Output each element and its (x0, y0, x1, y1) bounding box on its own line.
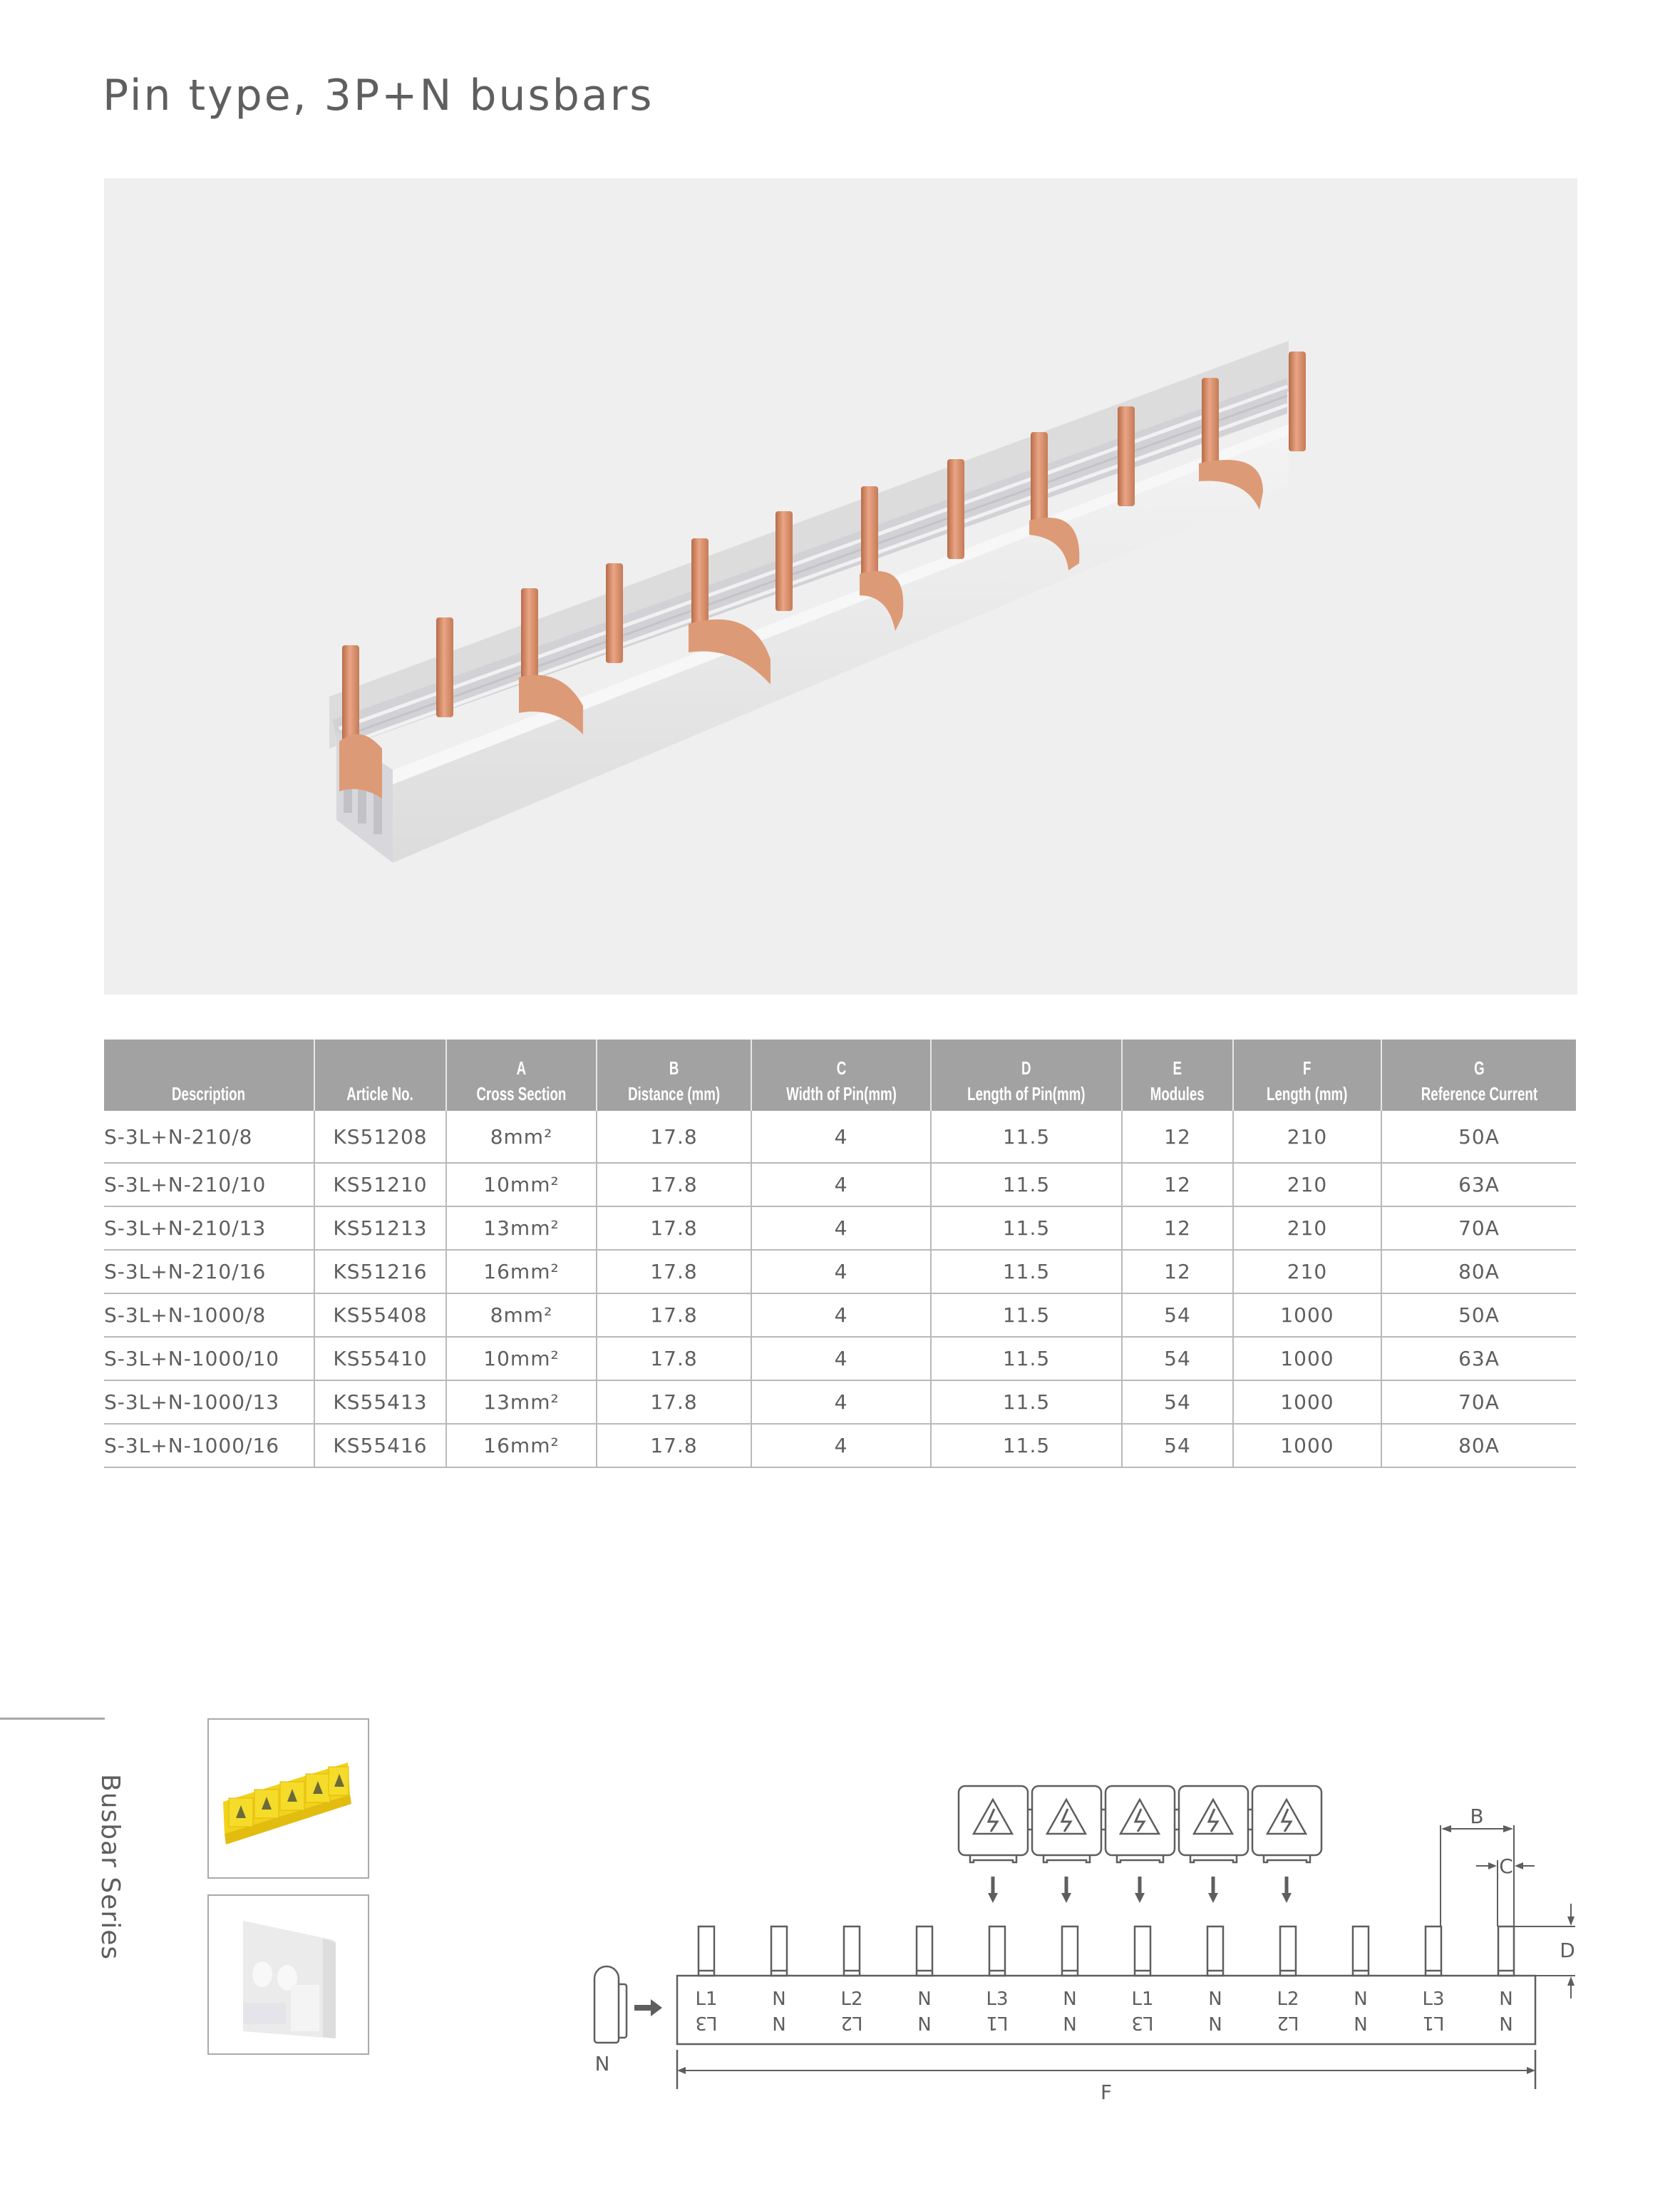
pin-top-label: N (1208, 1989, 1222, 2010)
cell-width-of-pin: 4 (751, 1424, 931, 1467)
page-title: Pin type, 3P+N busbars (103, 71, 654, 120)
cell-cross-section: 13mm² (446, 1206, 597, 1250)
pin-bottom-label: L1 (986, 2012, 1009, 2033)
pin-top-label: L2 (1277, 1989, 1299, 2010)
cell-cross-section: 10mm² (446, 1163, 597, 1206)
pin-bottom-label: N (1208, 2012, 1222, 2033)
product-photo (104, 178, 1577, 995)
pin (699, 1926, 714, 1976)
cell-article-no: KS55408 (314, 1293, 446, 1337)
cell-length-of-pin: 11.5 (931, 1424, 1122, 1467)
end-cap-shape (594, 1966, 619, 2043)
insert-arrow-icon (634, 1999, 662, 2016)
cell-width-of-pin: 4 (751, 1111, 931, 1163)
cell-modules: 54 (1122, 1293, 1233, 1337)
down-arrow-icon (1282, 1877, 1292, 1903)
end-cap-label: N (594, 2052, 610, 2075)
cell-length: 1000 (1233, 1337, 1381, 1380)
pin-bottom-label: L3 (1131, 2012, 1154, 2033)
table-row (104, 1380, 1576, 1424)
pin-labels (695, 1989, 1512, 2033)
cell-modules: 12 (1122, 1111, 1233, 1163)
table-row (104, 1337, 1576, 1380)
busbar-pins (699, 1926, 1514, 1976)
series-label: Busbar Series (96, 1774, 125, 1961)
cell-description: S-3L+N-210/8 (104, 1111, 314, 1163)
cell-modules: 12 (1122, 1206, 1233, 1250)
cell-distance: 17.8 (597, 1337, 751, 1380)
cell-length-of-pin: 11.5 (931, 1206, 1122, 1250)
cell-width-of-pin: 4 (751, 1250, 931, 1293)
cell-width-of-pin: 4 (751, 1337, 931, 1380)
pin-bottom-label: L1 (1422, 2012, 1445, 2033)
down-arrow-icon (1135, 1877, 1145, 1903)
cell-length: 1000 (1233, 1380, 1381, 1424)
dimension-d-label: D (1560, 1939, 1575, 1962)
cell-length: 210 (1233, 1206, 1381, 1250)
col-header-length-of-pin: D Length of Pin(mm) (931, 1040, 1122, 1111)
pin-top-label: N (917, 1989, 932, 2010)
down-arrows (988, 1877, 1292, 1903)
cell-width-of-pin: 4 (751, 1380, 931, 1424)
warning-cap (1028, 1786, 1101, 1862)
down-arrow-icon (1208, 1877, 1218, 1903)
pin-top-label: L1 (695, 1989, 718, 2010)
table-row (104, 1206, 1576, 1250)
cell-length: 1000 (1233, 1293, 1381, 1337)
pin (989, 1926, 1005, 1976)
cell-reference-current: 63A (1381, 1163, 1576, 1206)
pin-top-label: N (772, 1989, 786, 2010)
pin (1353, 1926, 1369, 1976)
table-body (104, 1111, 1576, 1467)
cell-distance: 17.8 (597, 1380, 751, 1424)
cell-length: 210 (1233, 1250, 1381, 1293)
down-arrow-icon (1061, 1877, 1071, 1903)
cell-article-no: KS55416 (314, 1424, 446, 1467)
cell-length-of-pin: 11.5 (931, 1337, 1122, 1380)
pin-bottom-label: L2 (840, 2012, 863, 2033)
pin (1498, 1926, 1514, 1976)
col-header-width-of-pin: C Width of Pin(mm) (751, 1040, 931, 1111)
pin-bottom-label: N (1499, 2012, 1513, 2033)
col-header-reference-current: G Reference Current (1381, 1040, 1576, 1111)
cell-article-no: KS51208 (314, 1111, 446, 1163)
dimension-b-label: B (1470, 1805, 1484, 1828)
busbar-photo-illustration (104, 178, 1577, 995)
cell-width-of-pin: 4 (751, 1163, 931, 1206)
cell-description: S-3L+N-1000/16 (104, 1424, 314, 1467)
cell-reference-current: 80A (1381, 1424, 1576, 1467)
table-row (104, 1250, 1576, 1293)
cell-reference-current: 70A (1381, 1206, 1576, 1250)
cell-width-of-pin: 4 (751, 1293, 931, 1337)
cell-reference-current: 63A (1381, 1337, 1576, 1380)
high-voltage-warning-icon (1120, 1800, 1159, 1834)
table-row (104, 1293, 1576, 1337)
cell-distance: 17.8 (597, 1111, 751, 1163)
cell-modules: 54 (1122, 1380, 1233, 1424)
pin-bottom-label: N (1063, 2012, 1077, 2033)
cell-length-of-pin: 11.5 (931, 1380, 1122, 1424)
thumbnail-pin-covers (207, 1718, 369, 1879)
pin (844, 1926, 860, 1976)
cell-cross-section: 16mm² (446, 1424, 597, 1467)
high-voltage-warning-icon (1194, 1800, 1232, 1834)
table-header-row (104, 1040, 1576, 1111)
pin-bottom-label: L3 (695, 2012, 718, 2033)
cell-width-of-pin: 4 (751, 1206, 931, 1250)
pin (1062, 1926, 1078, 1976)
cell-length: 210 (1233, 1111, 1381, 1163)
cell-reference-current: 50A (1381, 1111, 1576, 1163)
pin (917, 1926, 932, 1976)
busbar-body (677, 1976, 1535, 2044)
cell-article-no: KS55410 (314, 1337, 446, 1380)
yellow-pin-cover-image (209, 1720, 368, 1877)
cell-modules: 12 (1122, 1250, 1233, 1293)
cell-description: S-3L+N-210/10 (104, 1163, 314, 1206)
pin (1426, 1926, 1441, 1976)
pin (1135, 1926, 1150, 1976)
pin-top-label: L3 (986, 1989, 1009, 2010)
cell-article-no: KS51216 (314, 1250, 446, 1293)
cell-modules: 54 (1122, 1337, 1233, 1380)
cell-length-of-pin: 11.5 (931, 1250, 1122, 1293)
cell-length-of-pin: 11.5 (931, 1163, 1122, 1206)
cell-description: S-3L+N-1000/8 (104, 1293, 314, 1337)
high-voltage-warning-icon (974, 1800, 1012, 1834)
down-arrow-icon (988, 1877, 998, 1903)
cell-cross-section: 10mm² (446, 1337, 597, 1380)
cell-length-of-pin: 11.5 (931, 1111, 1122, 1163)
section-divider (0, 1718, 105, 1720)
col-header-modules: E Modules (1122, 1040, 1233, 1111)
cell-distance: 17.8 (597, 1163, 751, 1206)
spec-table (104, 1040, 1576, 1468)
cell-distance: 17.8 (597, 1206, 751, 1250)
pin-bottom-label: N (1354, 2012, 1368, 2033)
pin (771, 1926, 787, 1976)
cell-description: S-3L+N-210/13 (104, 1206, 314, 1250)
pin-bottom-label: N (772, 2012, 786, 2033)
pin-top-label: L1 (1131, 1989, 1154, 2010)
cell-cross-section: 13mm² (446, 1380, 597, 1424)
warning-caps (959, 1786, 1321, 1862)
table-row (104, 1163, 1576, 1206)
thumbnail-end-cap (207, 1894, 369, 2055)
cell-description: S-3L+N-210/16 (104, 1250, 314, 1293)
cell-modules: 54 (1122, 1424, 1233, 1467)
cell-reference-current: 50A (1381, 1293, 1576, 1337)
pin (1280, 1926, 1296, 1976)
col-header-distance: B Distance (mm) (597, 1040, 751, 1111)
warning-cap (1175, 1786, 1248, 1862)
pin-top-label: L2 (840, 1989, 863, 2010)
high-voltage-warning-icon (1267, 1800, 1306, 1834)
pin (1207, 1926, 1223, 1976)
table-row (104, 1111, 1576, 1163)
end-cap-image (209, 1896, 368, 2053)
cell-distance: 17.8 (597, 1424, 751, 1467)
pin-top-label: N (1354, 1989, 1368, 2010)
pin-bottom-label: N (917, 2012, 932, 2033)
high-voltage-warning-icon (1047, 1800, 1086, 1834)
pin-top-label: N (1499, 1989, 1513, 2010)
cell-cross-section: 8mm² (446, 1293, 597, 1337)
col-header-article-no: Article No. (314, 1040, 446, 1111)
cell-description: S-3L+N-1000/10 (104, 1337, 314, 1380)
cell-article-no: KS51213 (314, 1206, 446, 1250)
cell-modules: 12 (1122, 1163, 1233, 1206)
pin-top-label: N (1063, 1989, 1077, 2010)
cell-length: 210 (1233, 1163, 1381, 1206)
cell-description: S-3L+N-1000/13 (104, 1380, 314, 1424)
cell-distance: 17.8 (597, 1250, 751, 1293)
cell-reference-current: 80A (1381, 1250, 1576, 1293)
warning-cap (959, 1786, 1028, 1862)
col-header-length: F Length (mm) (1233, 1040, 1381, 1111)
cell-cross-section: 16mm² (446, 1250, 597, 1293)
table-row (104, 1424, 1576, 1467)
dimension-f-label: F (1100, 2080, 1113, 2104)
pin-bottom-label: L2 (1277, 2012, 1299, 2033)
cell-length: 1000 (1233, 1424, 1381, 1467)
dimension-c-label: C (1499, 1854, 1513, 1878)
warning-cap (1248, 1786, 1321, 1862)
cell-cross-section: 8mm² (446, 1111, 597, 1163)
cell-article-no: KS51210 (314, 1163, 446, 1206)
col-header-description: Description (104, 1040, 314, 1111)
cell-reference-current: 70A (1381, 1380, 1576, 1424)
cell-article-no: KS55413 (314, 1380, 446, 1424)
pin-top-label: L3 (1422, 1989, 1445, 2010)
col-header-cross-section: A Cross Section (446, 1040, 597, 1111)
cell-length-of-pin: 11.5 (931, 1293, 1122, 1337)
warning-cap (1101, 1786, 1175, 1862)
cell-distance: 17.8 (597, 1293, 751, 1337)
